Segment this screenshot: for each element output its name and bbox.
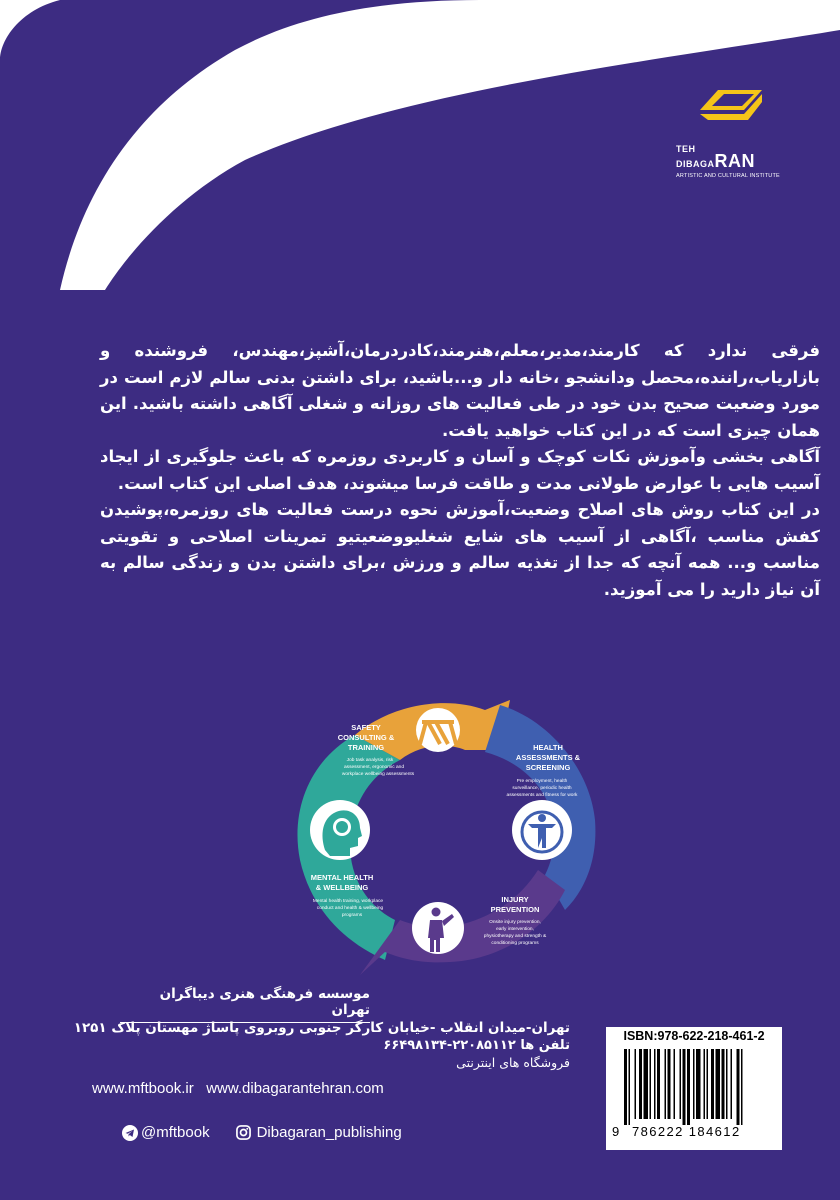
barcode-bar <box>629 1049 631 1125</box>
barcode-bar <box>665 1049 667 1119</box>
paragraph-3: در این کتاب روش های اصلاح وضعیت،آموزش نحوه درست فعالیت های روزمره،پوشیدن کفش مناسب ،آگاهی از آسیب های شایع شغلیووضعیتیو تمرینات اصلاحی و تقویتی مناسب و... همه آنچه که جدا از تغذیه سالم و ورزش ،برای داشتن بدن و زندگی سالم به آن نیاز دارید را می آموزید. <box>100 500 820 599</box>
injury-desc-4: conditioning programs <box>491 941 539 946</box>
telegram-icon <box>122 1125 138 1141</box>
logo-subtitle: ARTISTIC AND CULTURAL INSTITUTE <box>676 173 780 179</box>
barcode-bar <box>693 1049 695 1119</box>
book-description <box>100 338 820 603</box>
barcode-bar <box>704 1049 706 1119</box>
address-line: تهران-میدان انقلاب -خیابان کارگر جنوبی روبروی پاساژ مهستان پلاک ۱۲۵۱ <box>73 1020 570 1036</box>
barcode-bar <box>683 1049 686 1125</box>
barcode-bar <box>668 1049 671 1119</box>
barcode-bar <box>635 1049 637 1119</box>
safety-title-2: CONSULTING & <box>337 733 395 742</box>
barcode-bar <box>726 1049 728 1119</box>
phone-line: تلفن ها ۲۲۰۸۵۱۱۲-۶۶۴۹۸۱۳۴ <box>383 1038 570 1053</box>
mental-desc-3: programs <box>341 913 363 918</box>
instagram-icon <box>236 1125 251 1140</box>
barcode-bar <box>657 1049 660 1119</box>
health-desc-2: surveillance, periodic health <box>512 786 572 791</box>
injury-desc-3: physiotherapy and strength & <box>483 934 547 939</box>
barcode-digits: 786222 184612 <box>632 1124 741 1139</box>
barcode-bar <box>687 1049 690 1125</box>
safety-title-1: SAFETY <box>351 723 381 732</box>
online-stores-label: فروشگاه های اینترنتی <box>456 1055 570 1070</box>
barcode-bar <box>639 1049 642 1119</box>
segment-safety <box>338 700 510 777</box>
barcode-bar <box>707 1049 709 1119</box>
social-links <box>122 1124 402 1141</box>
barcode-lead-digit: 9 <box>612 1124 621 1139</box>
barcode-bar <box>711 1049 714 1119</box>
paragraph-2: آگاهی بخشی وآموزش نکات کوچک و آسان و کاربردی روزمره که باعث جلوگیری از ایجاد آسیب هایی با عوارض طولانی مدت و طاقت فرسا میشوند، هدف اصلی این کتاب است. <box>100 447 820 493</box>
safety-desc-2: assessment, ergonomic and <box>344 765 404 770</box>
address-block <box>40 1020 570 1070</box>
website-links[interactable]: www.mftbook.ir www.dibagarantehran.com <box>92 1080 384 1097</box>
barcode-bar <box>644 1049 649 1119</box>
barcode-bar <box>716 1049 721 1119</box>
mental-title-2: & WELLBEING <box>315 883 369 892</box>
barcode-bar <box>741 1049 743 1125</box>
publisher-name: موسسه فرهنگی هنری دیباگران تهران <box>120 986 370 1023</box>
logo-name-left: DIBAGA <box>676 159 715 169</box>
isbn-barcode-box <box>606 1027 782 1150</box>
instagram-link[interactable] <box>236 1124 402 1141</box>
injury-desc-1: Onsite injury prevention, <box>489 920 541 925</box>
barcode-bar <box>624 1049 627 1125</box>
paragraph-1: فرقی ندارد که کارمند،مدیر،معلم،هنرمند،کادردرمان،آشپز،مهندس، فروشنده و بازاریاب،راننده،محصل ودانشجو ،خانه دار و...باشید، برای داشتن بدنی سالم لازم است در مورد وضعیت صحیح بدن خود در طی فعالیت های روزانه و شغلی آگاهی داشته باشید. این همان چیزی است که در این کتاب خواهید یافت. <box>100 341 820 440</box>
barcode-bar <box>674 1049 676 1119</box>
barcode-bar <box>650 1049 652 1119</box>
injury-desc-2: early intervention, <box>496 927 534 932</box>
barcode-bar <box>680 1049 682 1119</box>
injury-title-1: INJURY <box>501 895 529 904</box>
logo-text <box>676 136 786 179</box>
mental-title-1: MENTAL HEALTH <box>310 873 374 882</box>
logo-name-right: RAN <box>714 151 755 171</box>
safety-title-3: TRAINING <box>347 743 385 752</box>
barcode-bar <box>654 1049 656 1119</box>
isbn-label: ISBN:978-622-218-461-2 <box>623 1029 765 1043</box>
health-desc-1: Pre employment, health <box>516 779 568 784</box>
logo-teh: TEH <box>676 144 696 154</box>
instagram-handle: Dibagaran_publishing <box>256 1124 402 1141</box>
barcode-bar <box>731 1049 733 1119</box>
safety-desc-1: Job task analysis, risk <box>346 758 394 763</box>
barcode-bar <box>696 1049 701 1119</box>
health-title-1: HEALTH <box>533 743 563 752</box>
workplace-health-diagram <box>270 690 610 990</box>
mental-desc-1: Mental health training, workplace <box>312 899 384 904</box>
barcode-bar <box>722 1049 725 1119</box>
barcode-bar <box>737 1049 740 1125</box>
barcode <box>624 1049 774 1125</box>
safety-desc-3: workplace wellbeing assessments <box>341 772 415 777</box>
telegram-handle: @mftbook <box>141 1124 210 1141</box>
health-title-2: ASSESSMENTS & <box>515 753 581 762</box>
mental-desc-2: conduct and health & wellbeing <box>316 906 384 911</box>
telegram-link[interactable] <box>122 1124 210 1141</box>
health-desc-3: assessments and fitness for work <box>506 793 578 798</box>
health-title-3: SCREENING <box>525 763 571 772</box>
injury-title-2: PREVENTION <box>490 905 540 914</box>
